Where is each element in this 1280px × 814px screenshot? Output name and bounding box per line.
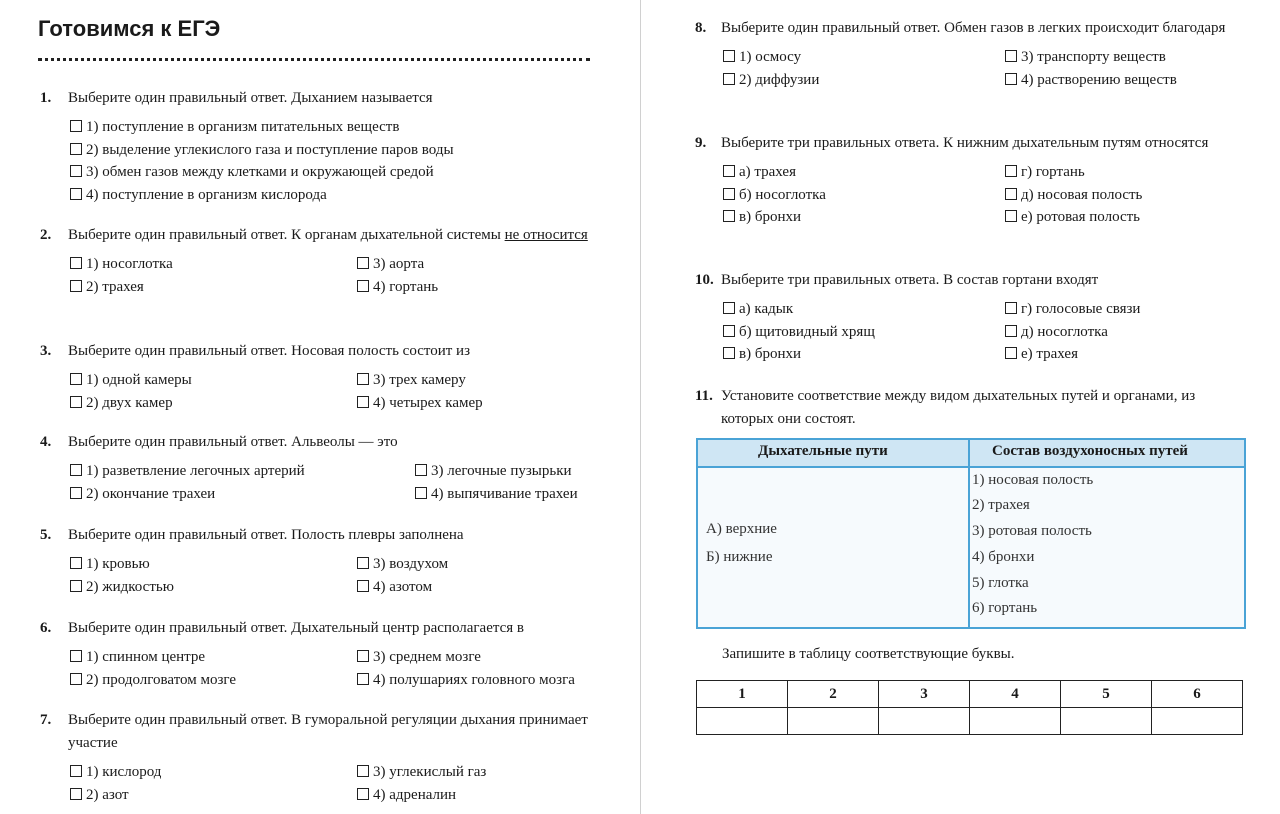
answer-option[interactable] (723, 298, 1005, 321)
right-item: 1) носовая полость (972, 472, 1094, 488)
question-number: 4. (40, 434, 52, 450)
option-label: в) бронхи (739, 209, 802, 225)
question-text: Выберите один правильный ответ. В гуморальной регуляции дыхания принимает участие (68, 712, 588, 751)
answer-option[interactable] (357, 276, 590, 299)
answer-option[interactable] (70, 784, 357, 807)
answer-header: 2 (788, 681, 879, 708)
answer-cell[interactable] (879, 708, 970, 735)
answer-option[interactable] (70, 460, 415, 483)
right-item: 3) ротовая полость (972, 523, 1092, 539)
option-label: 3) аорта (373, 256, 425, 272)
option-label: 3) легочные пузырьки (431, 463, 572, 479)
question-text: Выберите один правильный ответ. К органам дыхательной системы (68, 227, 505, 243)
question-text: Выберите один правильный ответ. Альвеолы — это (68, 434, 398, 450)
question-text: Выберите один правильный ответ. Носовая полость состоит из (68, 343, 470, 359)
checkbox-icon[interactable] (357, 765, 369, 777)
answer-cell[interactable] (1061, 708, 1152, 735)
answer-option[interactable] (1005, 298, 1243, 321)
answer-option[interactable] (357, 553, 590, 576)
option-label: 4) выпячивание трахеи (431, 485, 578, 502)
answer-option[interactable] (723, 46, 1005, 69)
option-label: 2) трахея (86, 278, 144, 295)
checkbox-icon[interactable] (723, 188, 735, 200)
question-line (40, 524, 590, 547)
option-label: 3) транспорту веществ (1021, 49, 1166, 65)
question-line (695, 269, 1243, 292)
checkbox-icon[interactable] (70, 257, 82, 269)
answer-option[interactable] (357, 669, 590, 692)
checkbox-icon[interactable] (70, 143, 82, 155)
checkbox-icon[interactable] (1005, 73, 1017, 85)
answer-option[interactable] (1005, 184, 1243, 207)
option-label: 4) полушариях головного мозга (373, 671, 575, 688)
checkbox-icon[interactable] (70, 396, 82, 408)
option-label: 1) осмосу (739, 49, 802, 65)
answer-cell[interactable] (788, 708, 879, 735)
checkbox-icon[interactable] (723, 165, 735, 177)
option-label: 2) окончание трахеи (86, 485, 216, 502)
answer-option[interactable] (70, 483, 415, 506)
answer-cell[interactable] (697, 708, 788, 735)
left-item: Б) нижние (706, 549, 773, 565)
answer-option[interactable] (1005, 46, 1243, 69)
options (40, 369, 590, 414)
answer-option[interactable] (723, 184, 1005, 207)
answer-option[interactable] (70, 576, 357, 599)
checkbox-icon[interactable] (357, 280, 369, 292)
question-line (695, 385, 1243, 431)
question-line (40, 617, 590, 640)
question-number: 10. (695, 272, 714, 288)
answer-option[interactable] (1005, 206, 1243, 229)
question-line (40, 709, 590, 755)
option-label: 4) адреналин (373, 786, 457, 803)
answer-option[interactable] (70, 116, 590, 139)
answer-option[interactable] (357, 253, 590, 276)
answer-option[interactable] (1005, 343, 1243, 366)
answer-option[interactable] (357, 369, 590, 392)
checkbox-icon[interactable] (70, 580, 82, 592)
option-label: 2) двух камер (86, 394, 173, 411)
option-label: 2) жидкостью (86, 578, 174, 595)
option-label: г) гортань (1021, 164, 1085, 180)
answer-option[interactable] (723, 206, 1005, 229)
checkbox-icon[interactable] (723, 302, 735, 314)
question-9 (695, 132, 1243, 229)
option-label: 1) кровью (86, 556, 150, 572)
checkbox-icon[interactable] (723, 50, 735, 62)
answer-option[interactable] (1005, 321, 1243, 344)
question-line (695, 17, 1243, 40)
question-1 (40, 87, 590, 206)
answer-option[interactable] (70, 184, 590, 207)
column-separator (968, 440, 970, 627)
answer-option[interactable] (70, 369, 357, 392)
checkbox-icon[interactable] (70, 673, 82, 685)
checkbox-icon[interactable] (723, 73, 735, 85)
option-label: 4) азотом (373, 578, 433, 595)
checkbox-icon[interactable] (70, 788, 82, 800)
question-number: 7. (40, 712, 52, 728)
question-number: 9. (695, 135, 707, 151)
option-label: 3) обмен газов между клетками и окружающей средой (86, 164, 434, 180)
page-divider (640, 0, 641, 814)
checkbox-icon[interactable] (1005, 188, 1017, 200)
question-line (40, 340, 590, 363)
question-number: 3. (40, 343, 52, 359)
answer-option[interactable] (70, 161, 590, 184)
checkbox-icon[interactable] (70, 188, 82, 200)
option-label: 3) воздухом (373, 556, 449, 572)
options (40, 253, 590, 298)
option-label: 4) поступление в организм кислорода (86, 186, 327, 203)
question-text: Выберите один правильный ответ. Обмен газов в легких происходит благодаря (721, 20, 1226, 36)
answer-option[interactable] (723, 161, 1005, 184)
options (695, 298, 1243, 366)
option-label: в) бронхи (739, 346, 802, 362)
question-6 (40, 617, 590, 691)
answer-cell[interactable] (1152, 708, 1243, 735)
header-airways: Дыхательные пути (758, 443, 888, 459)
right-item: 6) гортань (972, 600, 1038, 616)
answer-option[interactable] (723, 69, 1005, 92)
checkbox-icon[interactable] (357, 788, 369, 800)
answer-option[interactable] (70, 253, 357, 276)
option-label: 3) углекислый газ (373, 764, 487, 780)
checkbox-icon[interactable] (415, 464, 427, 476)
options (40, 761, 590, 806)
option-label: д) носовая полость (1021, 186, 1143, 203)
option-label: 1) носоглотка (86, 256, 173, 272)
question-line (695, 132, 1243, 155)
answer-option[interactable] (1005, 161, 1243, 184)
option-label: 2) диффузии (739, 71, 820, 88)
question-text: Выберите один правильный ответ. Дыханием называется (68, 90, 433, 106)
checkbox-icon[interactable] (70, 280, 82, 292)
answer-option[interactable] (357, 576, 590, 599)
checkbox-icon[interactable] (723, 210, 735, 222)
options (40, 460, 590, 505)
option-label: д) носоглотка (1021, 323, 1108, 340)
option-label: е) ротовая полость (1021, 209, 1140, 225)
question-number: 6. (40, 620, 52, 636)
option-label: 2) азот (86, 786, 129, 803)
left-item: А) верхние (706, 521, 777, 537)
option-label: 4) гортань (373, 278, 439, 295)
checkbox-icon[interactable] (723, 347, 735, 359)
options (40, 116, 590, 206)
answer-option[interactable] (70, 646, 357, 669)
answer-option[interactable] (723, 321, 1005, 344)
option-label: 1) спинном центре (86, 649, 206, 665)
checkbox-icon[interactable] (357, 580, 369, 592)
question-2 (40, 224, 590, 298)
option-label: 4) растворению веществ (1021, 71, 1177, 88)
question-text: Выберите один правильный ответ. Дыхательный центр располагается в (68, 620, 524, 636)
answer-option[interactable] (723, 343, 1005, 366)
option-label: 2) продолговатом мозге (86, 671, 237, 688)
answer-option[interactable] (1005, 69, 1243, 92)
checkbox-icon[interactable] (357, 557, 369, 569)
option-label: 1) кислород (86, 764, 162, 780)
checkbox-icon[interactable] (357, 650, 369, 662)
answer-option[interactable] (70, 139, 590, 162)
question-number: 5. (40, 527, 52, 543)
option-label: 1) одной камеры (86, 372, 192, 388)
page-title: Готовимся к ЕГЭ (38, 16, 221, 41)
option-label: б) носоглотка (739, 186, 826, 203)
option-label: е) трахея (1021, 346, 1078, 362)
question-11 (695, 385, 1243, 431)
answer-header: 3 (879, 681, 970, 708)
checkbox-icon[interactable] (70, 765, 82, 777)
answer-option[interactable] (70, 669, 357, 692)
checkbox-icon[interactable] (357, 396, 369, 408)
question-10 (695, 269, 1243, 366)
instruction: Запишите в таблицу соответствующие буквы. (722, 646, 1015, 662)
checkbox-icon[interactable] (70, 120, 82, 132)
question-4 (40, 431, 590, 505)
answer-option[interactable] (357, 784, 590, 807)
answer-option[interactable] (70, 392, 357, 415)
option-label: 4) четырех камер (373, 394, 483, 411)
checkbox-icon[interactable] (723, 325, 735, 337)
answer-header: 1 (697, 681, 788, 708)
dotted-divider (38, 58, 590, 61)
option-label: 3) трех камеру (373, 372, 466, 388)
checkbox-icon[interactable] (1005, 165, 1017, 177)
checkbox-icon[interactable] (70, 650, 82, 662)
question-7 (40, 709, 590, 806)
right-item: 5) глотка (972, 575, 1029, 591)
checkbox-icon[interactable] (1005, 210, 1017, 222)
checkbox-icon[interactable] (415, 487, 427, 499)
question-emphasis: не относится (504, 227, 588, 243)
options (695, 46, 1243, 91)
answer-table (696, 680, 1243, 735)
checkbox-icon[interactable] (70, 373, 82, 385)
option-label: 3) среднем мозге (373, 649, 481, 665)
question-text: Установите соответствие между видом дыхательных путей и органами, из которых они состоят. (721, 388, 1196, 427)
header-composition: Состав воздухоносных путей (992, 443, 1188, 459)
question-line (40, 224, 590, 247)
answer-option[interactable] (70, 276, 357, 299)
options (40, 646, 590, 691)
answer-option[interactable] (70, 553, 357, 576)
checkbox-icon[interactable] (70, 557, 82, 569)
option-label: 2) выделение углекислого газа и поступление паров воды (86, 141, 454, 158)
answer-header: 6 (1152, 681, 1243, 708)
answer-option[interactable] (415, 483, 590, 506)
option-label: а) кадык (739, 301, 794, 317)
answer-option[interactable] (357, 761, 590, 784)
checkbox-icon[interactable] (357, 373, 369, 385)
question-line (40, 431, 590, 454)
question-8 (695, 17, 1243, 91)
option-label: 1) поступление в организм питательных веществ (86, 119, 400, 135)
checkbox-icon[interactable] (1005, 302, 1017, 314)
question-5 (40, 524, 590, 598)
checkbox-icon[interactable] (1005, 325, 1017, 337)
question-number: 8. (695, 20, 707, 36)
question-text: Выберите три правильных ответа. В состав гортани входят (721, 272, 1099, 288)
question-number: 2. (40, 227, 52, 243)
checkbox-icon[interactable] (70, 487, 82, 499)
checkbox-icon[interactable] (70, 464, 82, 476)
option-label: б) щитовидный хрящ (739, 323, 875, 340)
answer-cell[interactable] (970, 708, 1061, 735)
option-label: а) трахея (739, 164, 796, 180)
right-item: 4) бронхи (972, 549, 1035, 565)
question-text: Выберите три правильных ответа. К нижним дыхательным путям относятся (721, 135, 1209, 151)
answer-option[interactable] (415, 460, 590, 483)
answer-option[interactable] (357, 392, 590, 415)
answer-option[interactable] (357, 646, 590, 669)
checkbox-icon[interactable] (357, 257, 369, 269)
question-number: 1. (40, 90, 52, 106)
right-item: 2) трахея (972, 497, 1030, 513)
checkbox-icon[interactable] (70, 165, 82, 177)
question-number: 11. (695, 388, 713, 404)
option-label: 1) разветвление легочных артерий (86, 463, 305, 479)
checkbox-icon[interactable] (1005, 347, 1017, 359)
checkbox-icon[interactable] (357, 673, 369, 685)
matching-table (696, 438, 1246, 629)
options (40, 553, 590, 598)
answer-option[interactable] (70, 761, 357, 784)
answer-header: 5 (1061, 681, 1152, 708)
options (695, 161, 1243, 229)
option-label: г) голосовые связи (1021, 301, 1141, 317)
question-text: Выберите один правильный ответ. Полость плевры заполнена (68, 527, 464, 543)
question-line (40, 87, 590, 110)
answer-header: 4 (970, 681, 1061, 708)
question-3 (40, 340, 590, 414)
checkbox-icon[interactable] (1005, 50, 1017, 62)
